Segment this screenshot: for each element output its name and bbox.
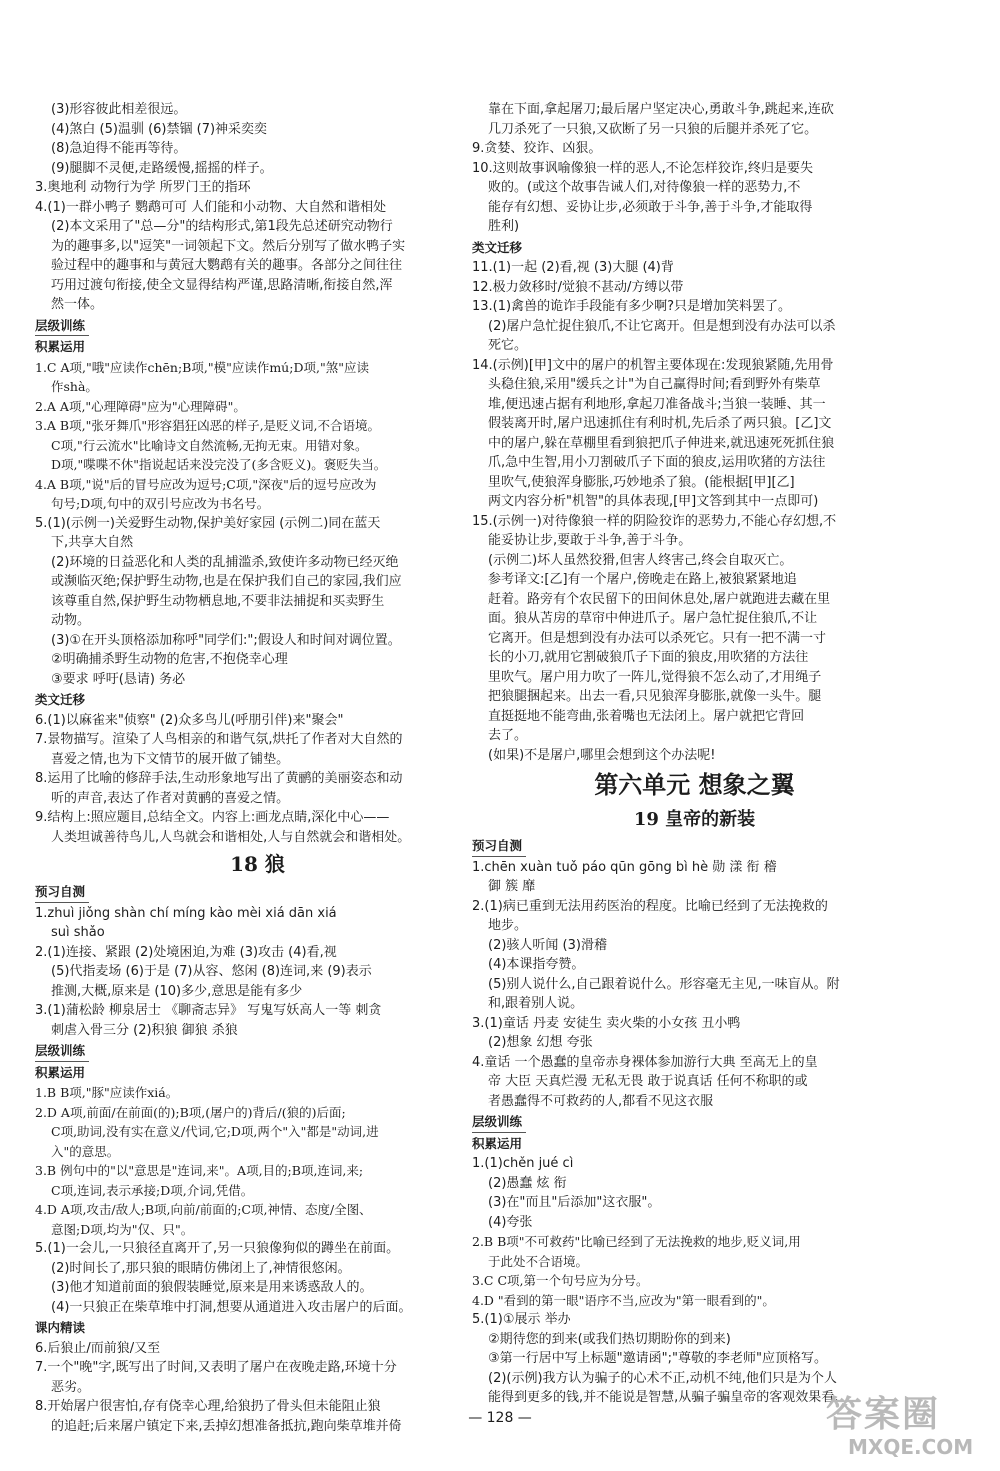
text-line: 赶着。路旁有个农民留下的田间休息处,屠户就跑进去藏在里	[488, 591, 831, 607]
text-line: (2)本文采用了"总—分"的结构形式,第1段先总述研究动物行	[51, 219, 393, 234]
text-line: 12.极力敛移时/觉狼不甚动/方缚以带	[472, 279, 684, 295]
text-line: (3)在"而且"后添加"这衣服"。	[488, 1195, 661, 1210]
text-line: 3.(1)童话 丹麦 安徒生 卖火柴的小女孩 丑小鸭	[472, 1015, 741, 1031]
text-line: 然一体。	[51, 297, 104, 312]
text-line: 能妥协让步,要敢于斗争,善于斗争。	[488, 533, 692, 548]
text-line: (2)(示例)我方认为骗子的心术不正,动机不纯,他们只是为个人	[488, 1370, 837, 1386]
text-line: 把狼腿捆起来。出去一看,只见狼浑身膨胀,就像一头牛。腿	[488, 689, 822, 704]
text-line: 1.chēn xuàn tuǒ páo qūn gōng bì hè 勋 漾 衔 稽	[472, 859, 777, 875]
text-line: 3.A B项,"张牙舞爪"形容猖狂凶恶的样子,是贬义词,不合语境。	[35, 418, 381, 433]
text-line: 5.(1)①展示 举办	[472, 1312, 571, 1327]
text-line: 8.开始屠户很害怕,存有侥幸心理,给狼扔了骨头但未能阻止狼	[35, 1399, 381, 1414]
text-line: 败的。(或这个故事告诫人们,对待像狼一样的恶势力,不	[488, 180, 801, 195]
text-line: 胜利)	[488, 219, 520, 234]
text-line: 靠在下面,拿起屠刀;最后屠户坚定决心,勇敢斗争,跳起来,连砍	[488, 102, 834, 117]
text-line: 推测,大概,原来是 (10)多少,意思是能有多少	[51, 983, 303, 999]
text-line: 假装离开时,屠户迅速抓住有利时机,先后杀了两只狼。[乙]文	[488, 416, 832, 431]
text-line: 6.(1)以麻雀来"侦察" (2)众多鸟儿(呼朋引伴)来"聚会"	[35, 712, 344, 728]
text-line: 2.D A项,前面/在前面(的);B项,(屠户的)背后/(狼的)后面;	[35, 1104, 346, 1120]
text-line: 听的声音,表达了作者对黄鹂的喜爱之情。	[51, 790, 290, 806]
text-line: (示例二)坏人虽然狡猾,但害人终害己,终会自取灭亡。	[488, 552, 793, 568]
subsection-heading: 积累运用	[35, 1064, 86, 1080]
text-line: 2.(1)病已重到无法用药医治的程度。比喻已经到了无法挽救的	[472, 898, 828, 914]
text-line: 4.D A项,攻击/敌人;B项,向前/前面的;C项,神情、态度/全图、	[35, 1202, 372, 1217]
page-number: — 128 —	[468, 1410, 532, 1426]
text-line: 2.B B项"不可救药"比喻已经到了无法挽救的地步,贬义词,用	[472, 1234, 801, 1249]
text-line: (3)他才知道前面的狼假装睡觉,原来是用来诱惑敌人的。	[51, 1280, 373, 1295]
text-line: 1.C A项,"哦"应读作chēn;B项,"模"应读作mú;D项,"煞"应读	[35, 359, 369, 375]
text-line: 意图;D项,均为"仅、只"。	[51, 1221, 194, 1237]
text-line: (3)①在开头顶格添加称呼"同学们:";假设人和时间对调位置。	[51, 632, 401, 648]
text-line: 堆,便迅速占据有利地形,拿起刀准备战斗;当狼一装睡、其一	[488, 396, 826, 412]
text-line: 1.zhuì jiǒng shàn chí míng kào mèi xiá dān xiá	[35, 905, 337, 921]
text-line: 3.奥地利 动物行为学 所罗门王的指环	[35, 180, 251, 195]
left-column	[35, 100, 480, 1436]
section-heading: 预习自测	[472, 836, 526, 857]
text-line: 14.(示例)[甲]文中的屠户的机智主要体现在:发现狼紧随,先用骨	[472, 357, 834, 373]
text-line: 13.(1)禽兽的诡诈手段能有多少啊?只是增加笑料罢了。	[472, 299, 791, 314]
text-line: ③第一行居中写上标题"邀请函";"尊敬的李老师"应顶格写。	[488, 1351, 827, 1366]
text-line: 或濒临灭绝;保护野生动物,也是在保护我们自己的家园,我们应	[51, 574, 402, 589]
text-line: (8)急迫得不能再等待。	[51, 141, 187, 156]
lesson-title: 19 皇帝的新装	[633, 809, 756, 830]
text-line: 2.A A项,"心理障碍"应为"心理障碍"。	[35, 398, 246, 414]
text-line: (4)夸张	[488, 1214, 533, 1230]
text-line: (5)别人说什么,自己跟着说什么。形容毫无主见,一味盲从。附	[488, 976, 840, 992]
text-line: C项,"行云流水"比喻诗文自然流畅,无拘无束。用错对象。	[51, 437, 368, 453]
text-line: 7.一个"晚"字,既写出了时间,又表明了屠户在夜晚走路,环境十分	[35, 1360, 397, 1375]
text-line: 4.A B项,"说"后的冒号应改为逗号;C项,"深夜"后的逗号应改为	[35, 476, 377, 492]
text-line: C项,助词,没有实在意义/代词,它;D项,两个"入"都是"动词,进	[51, 1124, 379, 1139]
section-heading: 层级训练	[35, 316, 89, 337]
text-line: 两文内容分析"机智"的具体表现,[甲]文答到其中一点即可)	[488, 494, 819, 509]
text-line: 15.(示例一)对待像狼一样的阴险狡诈的恶势力,不能心存幻想,不	[472, 513, 837, 529]
text-line: (3)形容彼此相差很远。	[51, 102, 187, 117]
text-line: 10.这则故事讽喻像狼一样的恶人,不论怎样狡诈,终归是要失	[472, 160, 813, 176]
text-line: 刺虐入骨三分 (2)积狼 御狼 杀狼	[51, 1022, 238, 1038]
text-line: 死它。	[488, 338, 528, 353]
text-line: 入"的意思。	[51, 1143, 120, 1159]
text-line: 该尊重自然,保护野生动物栖息地,不要非法捕捉和买卖野生	[51, 593, 385, 609]
text-line: 去了。	[488, 728, 528, 743]
section-heading: 层级训练	[472, 1112, 526, 1133]
text-line: 1.B B项,"豚"应读作xiá。	[35, 1085, 179, 1100]
text-line: 9.贪婪、狡诈、凶狠。	[472, 141, 602, 156]
text-line: 4.童话 一个愚蠢的皇帝赤身裸体参加游行大典 至高无上的皇	[472, 1054, 818, 1070]
text-line: 能存有幻想、妥协让步,必须敢于斗争,善于斗争,才能取得	[488, 199, 813, 215]
text-line: (4)煞白 (5)温驯 (6)禁锢 (7)神采奕奕	[51, 121, 268, 137]
text-line: (5)代指麦场 (6)于是 (7)从容、悠闲 (8)连词,来 (9)表示	[51, 964, 372, 979]
text-line: (4)本课指夸赞。	[488, 957, 585, 972]
subsection-heading: 类文迁移	[35, 692, 86, 707]
text-line: (4)一只狼正在柴草堆中打洞,想要从通道进入攻击屠户的后面。	[51, 1299, 412, 1315]
text-line: 参考译文:[乙]有一个屠户,傍晚走在路上,被狼紧紧地追	[488, 572, 797, 587]
right-column	[472, 100, 917, 1408]
text-line: 3.(1)蒲松龄 柳泉居士 《聊斋志异》 写鬼写妖高人一等 刺贪	[35, 1003, 382, 1018]
text-line: 11.(1)一起 (2)看,视 (3)大腿 (4)背	[472, 260, 674, 275]
text-line: (2)屠户急忙捉住狼爪,不让它离开。但是想到没有办法可以杀	[488, 318, 836, 334]
text-line: 6.后狼止/而前狼/又至	[35, 1340, 161, 1356]
unit-title: 第六单元 想象之翼	[594, 770, 795, 799]
subsection-heading: 课内精读	[35, 1320, 86, 1335]
section-heading: 预习自测	[35, 882, 89, 903]
text-line: 它离开。但是想到没有办法可以杀死它。只有一把不满一寸	[488, 630, 827, 646]
text-line: ②明确捕杀野生动物的危害,不抱侥幸心理	[51, 652, 288, 667]
text-line: 5.(1)一会儿,一只狼径直离开了,另一只狼像狗似的蹲坐在前面。	[35, 1241, 400, 1256]
text-line: 几刀杀死了一只狼,又砍断了另一只狼的后腿并杀死了它。	[488, 121, 818, 137]
text-line: 帝 大臣 天真烂漫 无私无畏 敢于说真话 任何不称职的或	[488, 1074, 808, 1089]
text-line: 者愚蠢得不可救药的人,都看不见这衣服	[488, 1093, 714, 1109]
text-line: (2)想象 幻想 夸张	[488, 1035, 593, 1050]
subsection-heading: 类文迁移	[472, 239, 523, 255]
text-line: 4.(1)一群小鸭子 鹦鹉可可 人们能和小动物、大自然和谐相处	[35, 199, 387, 215]
text-line: 地步。	[488, 918, 528, 933]
text-line: 4.D "看到的第一眼"语序不当,应改为"第一眼看到的"。	[472, 1292, 775, 1308]
text-line: 9.结构上:照应题目,总结全文。内容上:画龙点睛,深化中心——	[35, 810, 390, 825]
text-line: 人类坦诚善待鸟儿,人鸟就会和谐相处,人与自然就会和谐相处。	[51, 829, 411, 845]
watermark-url: MXQE.COM	[848, 1435, 974, 1459]
text-line: 里吹气,使狼浑身膨胀,巧妙地杀了狼。(能根据[甲][乙]	[488, 474, 795, 490]
text-line: 巧用过渡句衔接,使全文显得结构严谨,思路清晰,衔接自然,浑	[51, 277, 393, 293]
text-line: 御 簇 靡	[488, 879, 536, 894]
text-line: 1.(1)chěn jué cì	[472, 1156, 574, 1171]
text-line: ③要求 呼吁(恳请) 务必	[51, 671, 186, 687]
text-line: (2)时间长了,那只狼的眼睛仿佛闭上了,神情很悠闲。	[51, 1260, 351, 1276]
text-line: 恶劣。	[51, 1379, 91, 1395]
text-line: 的追赶;后来屠户镇定下来,丢掉幻想准备抵抗,跑向柴草堆并倚	[51, 1418, 402, 1434]
text-line: ②期待您的到来(或我们热切期盼你的到来)	[488, 1331, 731, 1347]
text-line: 7.景物描写。渲染了人鸟相亲的和谐气氛,烘托了作者对大自然的	[35, 732, 403, 747]
text-line: 中的屠户,躲在草棚里看到狼把爪子伸进来,就迅速死死抓住狼	[488, 435, 835, 451]
text-line: 直挺挺地不能弯曲,张着嘴也无法闭上。屠户就把它背回	[488, 708, 805, 724]
text-line: (2)愚蠢 炫 衔	[488, 1175, 567, 1191]
section-heading: 层级训练	[35, 1041, 89, 1062]
watermark-logo	[826, 1395, 976, 1465]
text-line: 验过程中的趣事和与黄冠大鹦鹉有关的趣事。各部分之间往往	[51, 258, 403, 273]
text-line: 里吹气。屠户用力吹了一阵儿,觉得狼不怎么动了,才用绳子	[488, 669, 822, 685]
text-line: 下,共享大自然	[51, 535, 134, 550]
text-line: 5.(1)(示例一)关爱野生动物,保护美好家园 (示例二)同在蓝天	[35, 515, 381, 531]
text-line: 8.运用了比喻的修辞手法,生动形象地写出了黄鹂的美丽姿态和动	[35, 771, 403, 786]
text-line: 面。狼从苫房的草帘中伸进爪子。屠户急忙捉住狼爪,不让	[488, 611, 818, 626]
lesson-title: 18 狼	[230, 852, 285, 876]
text-line: 动物。	[51, 613, 91, 628]
text-line: 3.C C项,第一个句号应为分号。	[472, 1273, 649, 1288]
text-line: 爪,急中生智,用小刀割破爪子下面的狼皮,运用吹猪的方法往	[488, 455, 826, 470]
subsection-heading: 积累运用	[472, 1135, 523, 1151]
text-line: C项,连词,表示承接;D项,介词,凭借。	[51, 1182, 254, 1198]
text-line: 于此处不合语境。	[488, 1253, 589, 1269]
text-line: (9)腿脚不灵便,走路缓慢,摇摇的样子。	[51, 160, 273, 176]
text-line: 长的小刀,就用它割破狼爪子下面的狼皮,用吹猪的方法往	[488, 650, 809, 665]
text-line: suì shǎo	[51, 925, 105, 940]
watermark-text: 答案圈	[826, 1394, 941, 1435]
text-line: 3.B 例句中的"以"意思是"连词,来"。A项,目的;B项,连词,来;	[35, 1163, 364, 1178]
text-line: 和,跟着别人说。	[488, 996, 584, 1011]
text-line: (2)骇人听闻 (3)滑稽	[488, 937, 607, 953]
text-line: 头稳住狼,采用"缓兵之计"为自己赢得时间;看到野外有柴草	[488, 377, 821, 392]
text-line: D项,"喋喋不休"指说起话来没完没了(多含贬义)。褒贬失当。	[51, 457, 387, 472]
text-line: 作shà。	[51, 379, 98, 394]
text-line: (2)环境的日益恶化和人类的乱捕滥杀,致使许多动物已经灭绝	[51, 554, 399, 570]
text-line: (如果)不是屠户,哪里会想到这个办法呢!	[488, 747, 716, 763]
text-line: 能得到更多的钱,并不能说是智慧,从骗子骗皇帝的客观效果看,	[488, 1390, 839, 1405]
text-line: 句号;D项,句中的双引号应改为书名号。	[51, 496, 270, 511]
text-line: 2.(1)连接、紧跟 (2)处境困迫,为难 (3)攻击 (4)看,视	[35, 944, 337, 960]
text-line: 为的趣事多,以"逗笑"一词领起下文。然后分别写了做水鸭子实	[51, 238, 406, 254]
subsection-heading: 积累运用	[35, 339, 86, 354]
text-line: 喜爱之情,也为下文情节的展开做了铺垫。	[51, 751, 290, 767]
